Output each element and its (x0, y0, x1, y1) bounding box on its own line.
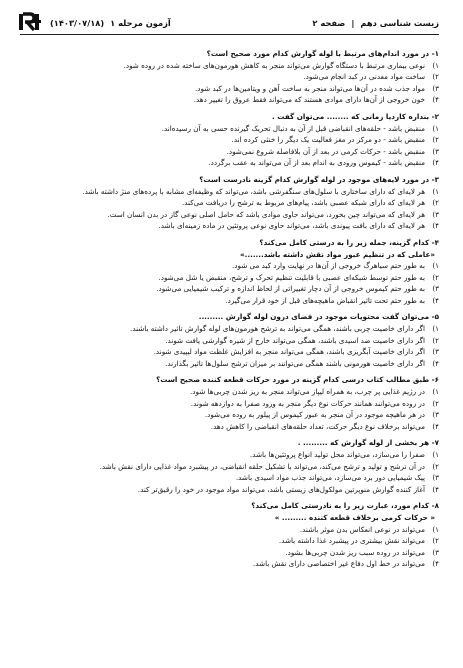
option-text: هر لایه‌ای که دارای ساختاری با سلول‌های سنگفرشی باشد، می‌تواند که وظیفه‌ای مشابه با پرده‌های منژ داشته باشد. (82, 186, 425, 196)
option-number: ۴) (432, 421, 439, 431)
option-number: ۳) (432, 347, 439, 357)
option-text: در روده می‌توانند همانند حرکات نوع دیگر منجر به ورود صفرا به دوازدهه شوند. (190, 398, 425, 408)
option-3 (30, 409, 439, 421)
option-number: ۲) (432, 72, 439, 82)
option-number: ۱) (432, 324, 439, 334)
option-number: ۳) (432, 284, 439, 294)
option-number: ۱) (432, 123, 439, 133)
option-4 (30, 94, 439, 106)
option-text: اگر دارای خاصیت ضد اسیدی باشند، همگی می‌تواند خارج از شیره گوارشی یافت شوند. (165, 335, 425, 345)
option-1 (30, 260, 439, 272)
option-text: در هر ماهیچه موجود در آن منجر به عبور کیموس از پیلور به روده می‌شود. (204, 410, 425, 420)
option-number: ۴) (432, 95, 439, 105)
option-text: خون خروجی از آن‌ها دارای موادی هستند که می‌تواند فقط عروق را تغییر دهد. (193, 95, 425, 105)
header-exam-group (20, 18, 171, 28)
option-2 (30, 272, 439, 284)
question-title: ۳- در مورد لایه‌های موجود در لوله گوارش کدام گزینه نادرست است؟ (199, 174, 439, 184)
option-number: ۳) (432, 547, 439, 557)
option-text: به طور حتم تحت تاثیر انقباض ماهیچه‌های قبل از خود قرار می‌گیرد. (225, 295, 425, 305)
question-3 (30, 174, 439, 232)
option-1 (30, 186, 439, 198)
option-number: ۱) (432, 261, 439, 271)
option-number: ۲) (432, 536, 439, 546)
option-text: می‌تواند برخلاف نوع دیگر حرکت، تعداد حلقه‌های انقباضی را کاهش دهد. (210, 421, 425, 431)
option-text: می‌تواند در نوعی انعکاس بدن موثر باشند. (299, 524, 425, 534)
option-4 (30, 558, 439, 570)
header-title-group (312, 18, 439, 28)
option-text: اگر دارای خاصیت آبگریزی باشند، همگی می‌تواند منجر به افزایش غلظت مواد لیپیدی شوند. (153, 347, 425, 357)
option-4 (30, 295, 439, 307)
question-2 (30, 111, 439, 169)
option-3 (30, 83, 439, 95)
option-text: به طور حتم توسط شبکه‌ای عصبی با قابلیت تنظیم تحرک و ترشح، منقبض یا شل می‌شود. (158, 272, 425, 282)
option-2 (30, 461, 439, 473)
option-1 (30, 60, 439, 72)
option-2 (30, 398, 439, 410)
option-text: هر لایه‌ای که می‌تواند چین بخورد، می‌تواند حاوی موادی باشد که حامل اصلی نوعی گاز در بدن انسان است. (107, 209, 425, 219)
question-4 (30, 237, 439, 307)
option-number: ۲) (432, 398, 439, 408)
option-text: هر لایه‌ای که دارای شبکه عصبی باشد، پیام‌های مربوط به ترشح را دریافت می‌کند. (182, 198, 425, 208)
page-number: صفحه ۲ (312, 18, 346, 28)
option-text: منقبض باشد - دو مرکز در مغز فعالیت یک دیگر را خنثی کرده اند. (231, 135, 425, 145)
option-text: به طور حتم کیموس خروجی از آن دچار تغییراتی از لحاظ اندازه و ترکیب شیمیایی می‌شود. (156, 284, 425, 294)
option-4 (30, 220, 439, 232)
option-text: مواد جذب شده در آن‌ها می‌تواند منجر به ساخت آهن و ویتامین‌ها در کبد شود. (194, 83, 425, 93)
option-4 (30, 358, 439, 370)
option-2 (30, 535, 439, 547)
question-title: ۵- می‌توان گفت محتویات موجود در فضای درون لوله گوارش ......... (198, 312, 439, 322)
option-number: ۴) (432, 559, 439, 569)
option-number: ۲) (432, 198, 439, 208)
option-number: ۲) (432, 335, 439, 345)
option-number: ۲) (432, 461, 439, 471)
option-text: به طور حتم سیاهرگ خروجی از آن‌ها در نهایت وارد کبد می شود. (232, 261, 425, 271)
question-5 (30, 311, 439, 369)
option-text: نوعی بیماری مرتبط با دستگاه گوارش می‌تواند منجر به کاهش هورمون‌های ساخته شده در روده شود. (123, 60, 425, 70)
option-text: اگر دارای خاصیت چربی باشند، همگی می‌تواند به ترشح هورمون‌های لوله گوارش تاثیر داشته باشند. (130, 324, 425, 334)
option-1 (30, 323, 439, 335)
option-3 (30, 472, 439, 484)
option-number: ۴) (432, 221, 439, 231)
option-4 (30, 157, 439, 169)
page-header (20, 14, 439, 32)
option-2 (30, 335, 439, 347)
option-number: ۴) (432, 295, 439, 305)
option-3 (30, 346, 439, 358)
option-number: ۱) (432, 186, 439, 196)
question-title: ۱- در مورد اندام‌های مرتبط با لوله گوارش کدام مورد صحیح است؟ (206, 49, 439, 58)
option-text: می‌تواند در روده سبب ریز شدن چربی‌ها بشود. (285, 547, 425, 557)
option-number: ۴) (432, 484, 439, 494)
option-1 (30, 524, 439, 536)
option-3 (30, 283, 439, 295)
option-1 (30, 386, 439, 398)
option-text: منقبض باشد - حرکات کرمی در بعد از آن بلافاصله شروع نمی‌شود. (226, 146, 425, 156)
option-number: ۱) (432, 60, 439, 70)
option-number: ۱) (432, 450, 439, 459)
question-title: ۴- کدام گزینه، جمله زیر را به درستی کامل می‌کند؟ (259, 237, 439, 247)
option-text: منقبض باشد - کیموس ورودی به اندام بعد از آن می‌تواند به عقب برگردد. (208, 158, 425, 168)
option-text: پیک شیمیایی دور برد می‌سازد، می‌تواند جذب مواد اسیدی باشد. (235, 473, 425, 483)
exam-date: (۱۴۰۳/۰۷/۱۸) (50, 18, 105, 28)
option-1 (30, 449, 439, 461)
option-text: اگر دارای خاصیت هورمونی باشند همگی می‌توانند بر میزان ترشح سلول‌ها تاثیر بگذارند. (165, 358, 425, 368)
option-3 (30, 146, 439, 158)
option-2 (30, 134, 439, 146)
option-number: ۳) (432, 410, 439, 420)
option-4 (30, 421, 439, 433)
option-text: در آن ترشح و تولید و ترشح می‌کند، می‌تواند با تشکیل حلقه انقباضی، در پیشبرد مواد غذایی دارای نقش باشد. (99, 461, 425, 471)
option-4 (30, 484, 439, 496)
questions-container (30, 48, 439, 664)
option-number: ۴) (432, 158, 439, 168)
option-number: ۳) (432, 473, 439, 483)
option-number: ۴) (432, 358, 439, 368)
option-number: ۳) (432, 146, 439, 156)
question-title: ۶- طبق مطالب کتاب درسی کدام گزینه در مورد حرکات قطعه کننده صحیح است؟ (156, 375, 439, 385)
question-title: ۲- بنداره کاردیا زمانی که ........ می‌توان گفت . (272, 111, 439, 121)
option-text: هر لایه‌ای که دارای بافت پیوندی باشد، می‌تواند حاوی نوعی پروتئین در ماده زمینه‌ای باشد. (158, 221, 425, 231)
option-number: ۲) (432, 135, 439, 145)
header-divider (20, 34, 439, 35)
question-subtitle: « حرکات کرمی برخلاف قطعه کننده ......... » (274, 512, 435, 522)
option-number: ۳) (432, 83, 439, 93)
option-2 (30, 197, 439, 209)
option-number: ۱) (432, 387, 439, 397)
option-text: صفرا را می‌سازد، می‌تواند محل تولید انواع پروتئین‌ها باشد. (249, 450, 425, 459)
option-2 (30, 71, 439, 83)
option-3 (30, 209, 439, 221)
question-subtitle: «عاملی که در تنظیم عبور مواد نقش داشته باشد.......» (239, 249, 435, 259)
option-text: می‌تواند در خط اول دفاع غیر اختصاصی دارای نقش باشد. (252, 559, 425, 569)
question-6 (30, 374, 439, 432)
option-number: ۱) (432, 524, 439, 534)
question-8 (30, 500, 439, 570)
option-number: ۲) (432, 272, 439, 282)
question-title: ۸- کدام مورد، عبارت زیر را به نادرستی کامل می‌کند؟ (251, 501, 439, 511)
question-7 (30, 437, 439, 495)
option-text: در رژیم غذایی پر چرب، به همراه لیپاز می‌تواند منجر به ریز شدن چربی‌ها شود. (190, 387, 425, 397)
option-3 (30, 547, 439, 559)
question-title: ۷- هر بخشی از لوله گوارش که ......... . (297, 438, 439, 448)
option-text: می‌تواند نقش بیشتری در پیشبرد غذا داشته باشد. (278, 536, 425, 546)
header-separator: | (351, 18, 355, 28)
option-1 (30, 123, 439, 135)
option-text: منقبض باشد - حلقه‌های انقباضی قبل از آن به دنبال تحریک گیرنده حسی به آن رسیده‌اند. (161, 123, 425, 133)
option-number: ۳) (432, 209, 439, 219)
option-text: آغاز کننده گوارش منوپرتین مولکول‌های زیستی باشد، می‌تواند مواد موجود در خود را رقیق‌تر کند. (137, 484, 425, 494)
subject-title: زیست شناسی دهم (360, 18, 439, 28)
question-1 (30, 48, 439, 106)
option-text: ساخت مواد معدنی در کبد انجام می‌شود. (303, 72, 425, 82)
exam-name: آزمون مرحله ۱ (110, 18, 171, 28)
